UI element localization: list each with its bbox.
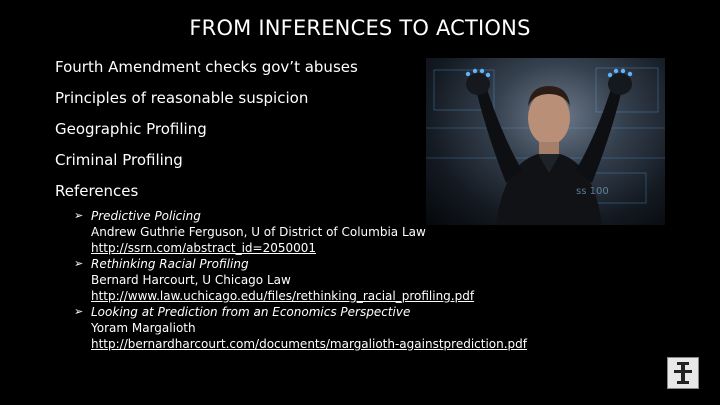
reference-link[interactable]: http://www.law.uchicago.edu/files/rethinking_racial_profiling.pdf	[91, 289, 475, 303]
reference-author: Yoram Margalioth	[91, 321, 196, 335]
arrow-bullet-icon: ➢	[74, 305, 84, 318]
bullet-list	[55, 58, 415, 213]
bullet-geographic-profiling: Geographic Profiling	[55, 120, 207, 138]
arrow-bullet-icon: ➢	[74, 209, 84, 222]
reference-title: Looking at Prediction from an Economics Perspective	[91, 305, 411, 319]
photo-illustration	[426, 58, 665, 225]
reference-link[interactable]: http://bernardharcourt.com/documents/margalioth-againstprediction.pdf	[91, 337, 528, 351]
reference-list	[74, 208, 594, 352]
reference-title: Rethinking Racial Profiling	[91, 257, 249, 271]
mu-logo-icon	[667, 357, 699, 389]
reference-link[interactable]: http://ssrn.com/abstract_id=2050001	[91, 241, 317, 255]
bullet-fourth-amendment: Fourth Amendment checks gov’t abuses	[55, 58, 358, 76]
bullet-criminal-profiling: Criminal Profiling	[55, 151, 183, 169]
photo-overlay-text: ss 100	[576, 186, 609, 197]
reference-item	[74, 304, 594, 352]
reference-item	[74, 256, 594, 304]
minority-report-photo	[426, 58, 665, 225]
reference-author: Andrew Guthrie Ferguson, U of District of Columbia Law	[91, 225, 426, 239]
bullet-reasonable-suspicion: Principles of reasonable suspicion	[55, 89, 309, 107]
reference-title: Predictive Policing	[91, 209, 201, 223]
bullet-references: References	[55, 182, 139, 200]
arrow-bullet-icon: ➢	[74, 257, 84, 270]
slide-title: FROM INFERENCES TO ACTIONS	[189, 16, 531, 40]
reference-author: Bernard Harcourt, U Chicago Law	[91, 273, 291, 287]
